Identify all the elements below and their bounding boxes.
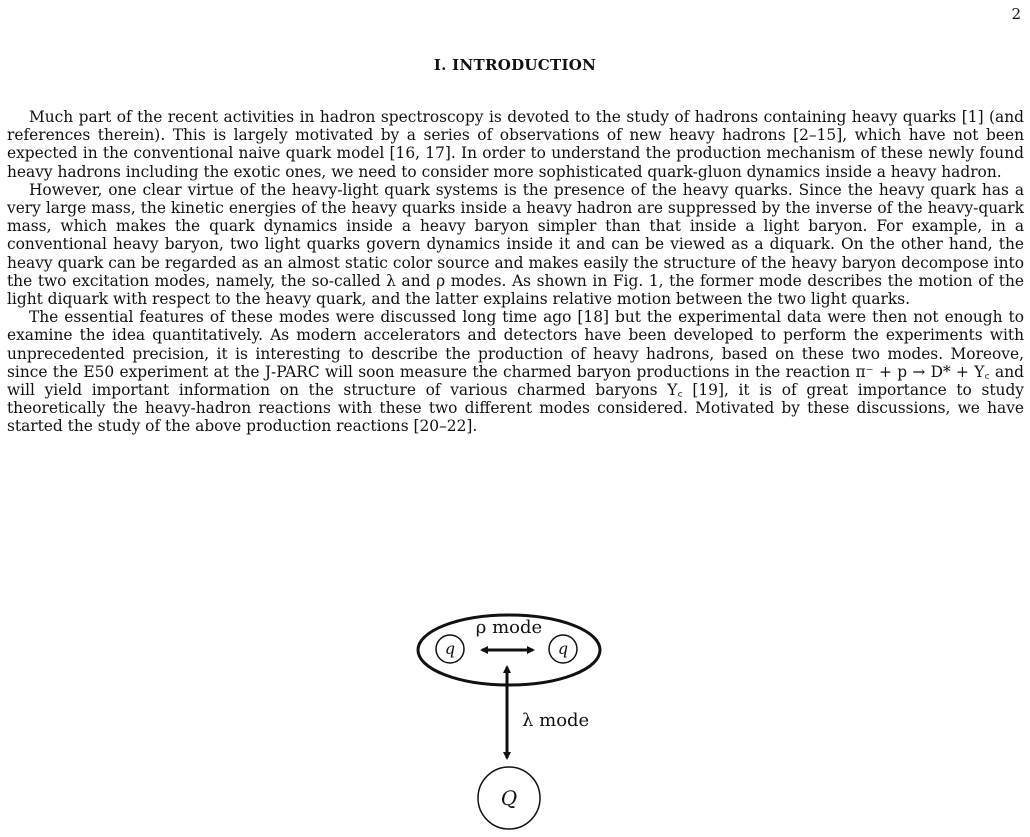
page-number: 2 [1011, 5, 1021, 23]
light-quark-left-label: q [444, 639, 456, 658]
paragraph-3: The essential features of these modes were discussed long time ago [18] but the experimental data were then not enough to examine the idea quantitatively. As modern accelerators and detectors have been developed to perform the experiments with unprecedented precision, it is interesting to describe the production of heavy hadrons, based on these two modes. Moreove, since the E50 experiment at the J-PARC will soon measure the charmed baryon productions in the reaction π⁻ + p → D* + Y꜀ and will yield important information on the structure of various charmed baryons Y꜀ [19], it is of great importance to study theoretically the heavy-hadron reactions with these two different modes considered. Motivated by these discussions, we have started the study of the above production reactions [20–22]. [7, 308, 1024, 436]
body-text [7, 108, 1024, 436]
lambda-mode-label: λ mode [522, 710, 590, 731]
rho-mode-label: ρ mode [475, 617, 543, 638]
paragraph-1: Much part of the recent activities in hadron spectroscopy is devoted to the study of hadrons containing heavy quarks [1] (and references therein). This is largely motivated by a series of observations of new heavy hadrons [2–15], which have not been expected in the conventional naive quark model [16, 17]. In order to understand the production mechanism of these newly found heavy hadrons including the exotic ones, we need to consider more sophisticated quark-gluon dynamics inside a heavy hadron. [7, 108, 1024, 181]
quark-mode-figure [410, 600, 610, 830]
light-quark-right-label: q [557, 639, 569, 658]
heavy-quark-label: Q [500, 786, 518, 810]
paragraph-2: However, one clear virtue of the heavy-light quark systems is the presence of the heavy quarks. Since the heavy quark has a very large mass, the kinetic energies of the heavy quarks inside a heavy hadron are suppressed by the inverse of the heavy-quark mass, which makes the quark dynamics inside a heavy baryon simpler than that inside a light baryon. For example, in a conventional heavy baryon, two light quarks govern dynamics inside it and can be viewed as a diquark. On the other hand, the heavy quark can be regarded as an almost static color source and makes easily the structure of the heavy baryon decompose into the two excitation modes, namely, the so-called λ and ρ modes. As shown in Fig. 1, the former mode describes the motion of the light diquark with respect to the heavy quark, and the latter explains relative motion between the two light quarks. [7, 180, 1024, 309]
section-heading: I. INTRODUCTION [433, 56, 597, 74]
figure-diagram [410, 600, 610, 830]
